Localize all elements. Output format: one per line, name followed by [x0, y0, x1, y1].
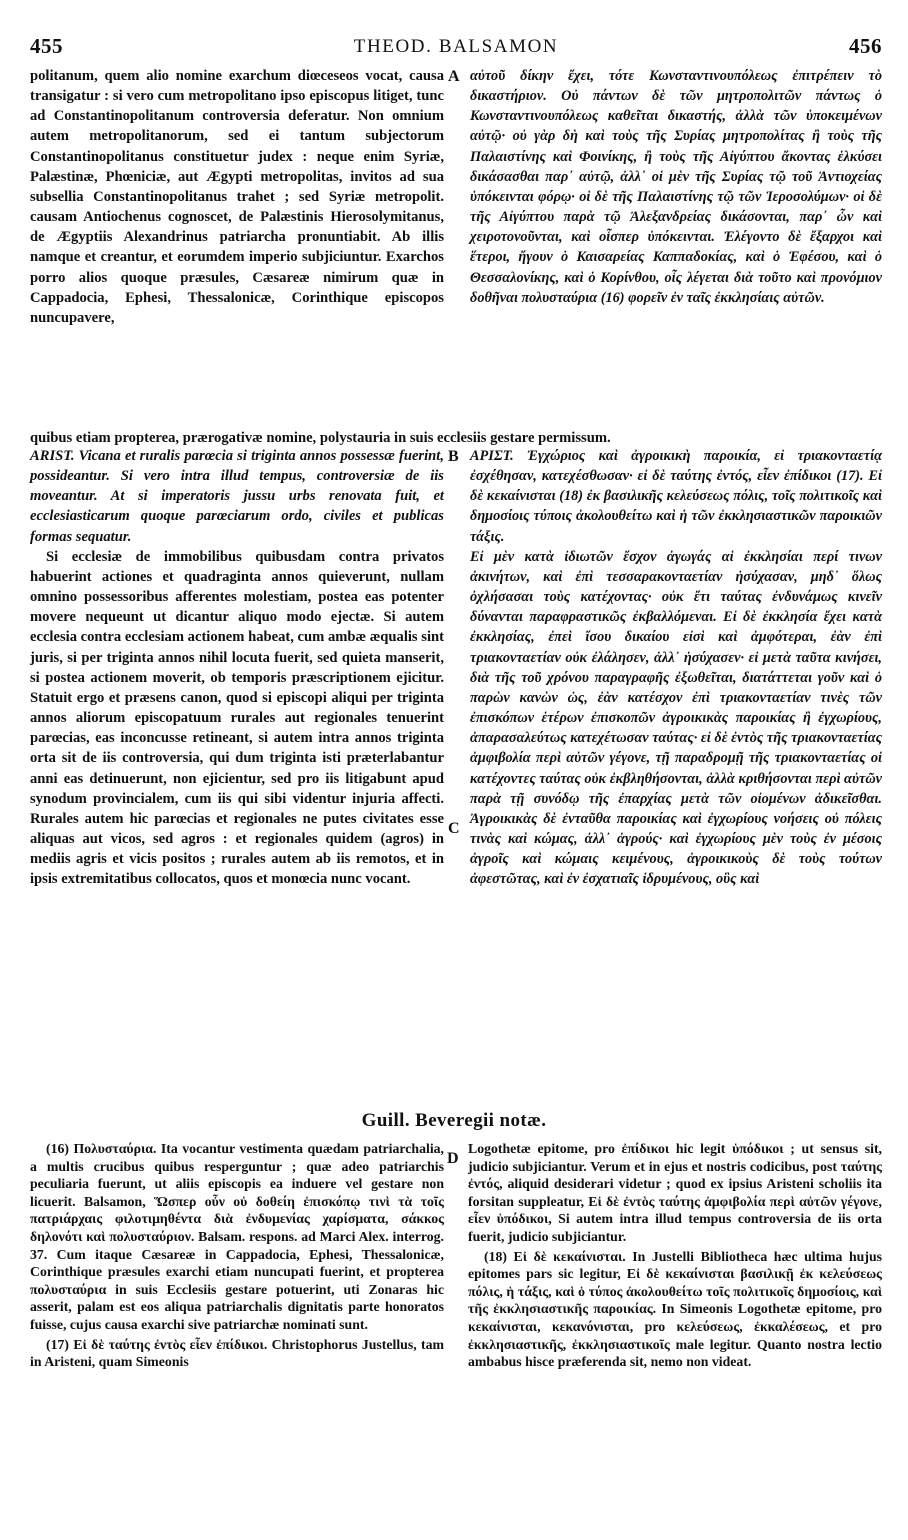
greek-column-section2 [470, 446, 882, 889]
latin-paragraph: politanum, quem alio nomine exarchum diœceseos vocat, causa transigatur : si vero cum metropolitano ipso episcopus litiget, tunc ad Constantinopolitanum controversia deferatur. Non omnium autem metropolitanorum, sed ei tantum subjectorum Constantinopolitanus constituetur judex : neque enim Syriæ, Palæstinæ, Phœniciæ, aut Ægypti metropolitas, invitos ad sua subsellia Constantinopolitanus trahet ; sed Syriæ metropolit. causam Antiochenus cognoscet, de Palæstinis Hierosolymitanus, de Ægyptiis Alexandrinus patriarcha pronuntiabit. Ab illis namque et creantur, et eorumdem imperio subjiciuntur. Exarchos porro alios quoque præsules, Cæsareæ nimirum quæ in Cappadocia, Ephesi, Thessalonicæ, Corinthique episcopos nuncupavere, [30, 68, 444, 326]
notes-column-left [30, 1140, 444, 1371]
page-header [30, 34, 882, 60]
page-number-right: 456 [849, 34, 882, 58]
greek-commentary: Εἰ μὲν κατὰ ἰδιωτῶν ἔσχον ἀγωγάς αἱ ἐκκλησίαι περί τινων ἀκινήτων, καὶ ἐπὶ τεσσαρακονταετίαν ἡσύχασαν, μηδ᾿ ὅλως ὀχλήσασαι τοὺς κατέχοντας· οὐκ ἔτι ταύτας ἐνδυνάμως κινεῖν δύνανται παραφραστικῶς ἐκβαλλόμεναι. Εἰ δὲ ἐκκλησία ἔχει κατὰ ἐκκλησίας, ἐπεὶ ἴσου δικαίου εἰσὶ καὶ ἀμφότεραι, ἐὰν ἐπὶ τριακονταετίαν οὐκ ἐλάλησεν, ἀλλ᾿ ἡσύχασεν· εἰ μετὰ ταῦτα κινήσει, διὰ τῆς τοῦ χρόνου παραγραφῆς ἐξωθεῖται, διατάττεται γοῦν καὶ ὁ παρὼν κανὼν ὡς, ἐὰν κατέσχον ἐπὶ τριακονταετίαν τινὲς τῶν ἐπισκόπων ἑτέρων ἐπισκοπῶν ἀγροικικὰς παροικίας ἢ ἐγχωρίους, ἀπαρασαλεύτως κατεχέτωσαν ταύτας· εἰ δὲ ἐντὸς τῆς τριακονταετίας ἀμφιβολία περὶ αὐτῶν γέγονε, τῇ παραδρομῇ τῆς τριακονταετίας οἱ κατέχοντες ταύτας οὐκ ἐκβληθήσονται, ἀλλὰ κριθήσονται περὶ αὐτῶν παρὰ τῇ συνόδῳ τῆς ἐπαρχίας μετὰ τῶν οἰομένων ἀδικεῖσθαι. Ἀγροικικὰς δὲ ἐνταῦθα παροικίας καὶ ἐγχωρίους νοήσεις οὐ πόλεις τινὰς καὶ κώμας, ἀλλ᾿ ἀγρούς· καὶ ἐγχωρίους μὲν τοὺς ἐν μέσοις ἀγροῖς καὶ κώμαις κειμένους, ἀγροικικοὺς δὲ τοὺς τούτων ἀφεστῶτας, καὶ ἐν ἐσχατιαῖς ἱδρυμένους, οὓς καὶ [470, 548, 882, 888]
running-title: THEOD. BALSAMON [353, 36, 559, 57]
note-16: (16) Πολυσταύρια. Ita vocantur vestimenta quædam patriarchalia, a multis crucibus quibus resperguntur ; quæ adeo patriarchis peculiaria fuerunt, ut aliis episcopis ea induere vel gestare non licuerit. Balsamon, Ὥσπερ οὖν οὐ δοθείη ἐπισκόπῳ τινὶ τὰ τοῖς πατριάρχαις φιλοτιμηθέντα διὰ ἐνδυμενίας χαρίσματα, σάκκος δηλονότι καὶ πολυσταύριον. Balsam. respons. ad Marci Alex. interrog. 37. Cum itaque Cæsareæ in Cappadocia, Ephesi, Thessalonicæ, Corinthique præsules exarchi etiam nuncupati fuerint, et propterea πολυσταύρια in suis Ecclesiis gestare potuerint, uti Zonaras hic asserit, palam est eos aliqua patriarchalis dignitatis parte honoratos fuisse, cujus causa exarchi sive patriarchæ nominati sunt. [30, 1141, 444, 1332]
greek-column-section1 [470, 66, 882, 308]
latin-commentary: Si ecclesiæ de immobilibus quibusdam contra privatos habuerint actiones et quadraginta annos quieverunt, nullam omnino possessoribus afferentes molestiam, postea eas potenter movere nequeunt ut dicantur aliquo modo ejectæ. Si autem ecclesia contra ecclesiam actionem habeat, cum ambæ æqualis sint juris, si per triginta annos nihil locuta fuerit, sed quieta manserit, si postea actionem moverit, ob temporis præscriptionem ejicitur. Statuit ergo et præsens canon, quod si episcopi aliqui per triginta annos aliorum episcopatuum rurales aut regionales tenuerint parœcias, eas inconcusse retineant, si autem intra annos triginta orta sit de iis controversia, qui dum triginta isti præterlabantur anni eas detinuerunt, non ejicientur, sed pro iis litigabunt apud synodum provincialem, cum iis qui sibi videntur injuria affecti. Rurales autem hic parœcias et regionales ne putes civitates esse aliquas aut vicos, sed agros : et regionales quidem (agros) in mediis agris et vicis positos ; rurales autem ab iis remotos, et in ipsis extremitatibus collocatos, quos et monœcia nunc vocant. [30, 548, 444, 888]
latin-column-section2 [30, 446, 444, 889]
section-marker-b: B [448, 448, 459, 465]
section-marker-c: C [448, 820, 460, 837]
notes-heading: Guill. Beveregii notæ. [361, 1110, 547, 1131]
note-18: (18) Εἰ δὲ κεκαίνισται. In Justelli Bibliotheca hæc ultima hujus epitomes pars sic legitur, Εἰ δὲ κεκαίνισται βασιλικῇ ἐκ κελεύσεως πόλις, ἡ τάξις, καὶ ὁ τύπος ἀκολουθείτω τοῖς πολιτικοῖς δημοσίοις, καὶ τῆς ἐκκλησιαστικῆς παροικίας. In Simeonis Logothetæ epitome, pro κεκαίνισται, κεκανόνισται, pro κελεύσεως, ἐκκαλέσεως, et pro ἐκκλησιαστικῆς, ἐκκλησιαστικοῖς male legitur. Quanto nostra lectio ambabus hisce præferenda sit, nemo non videat. [468, 1248, 882, 1370]
latin-arist-summary: ARIST. Vicana et ruralis parœcia si triginta annos possessæ fuerint, possideantur. Si vero intra illud tempus, controversiæ de iis moveantur. At si imperatoris jussu urbs renovata fuit, et ecclesiasticarum quoque parœciarum ordo, civiles et publicas formas sequatur. [30, 448, 444, 545]
notes-column-right [468, 1140, 882, 1371]
greek-paragraph: αὐτοῦ δίκην ἔχει, τότε Κωνσταντινουπόλεως ἐπιτρέπειν τὸ δικαστήριον. Οὐ πάντων δὲ τῶν μητροπολιτῶν πάντως ὁ Κωνσταντινουπόλεως καθεῖται δικαστής, ἀλλὰ τῶν ὑποκειμένων αὐτῷ· οὐ γὰρ δὴ καὶ τοὺς τῆς Συρίας μητροπολίτας ἢ τοὺς τῆς Παλαιστίνης καὶ Φοινίκης, ἢ τοὺς τῆς Αἰγύπτου ἄκοντας ἑλκύσει δικάσασθαι παρ᾿ αὐτῷ, ἀλλ᾿ οἱ μὲν τῆς Συρίας τῷ τοῦ Ἀντιοχείας ὑπόκεινται φόρῳ· οἱ δὲ τῆς Παλαιστίνης τῷ τῶν Ἱεροσολύμων· οἱ δὲ τῆς Αἰγύπτου παρὰ τῷ Ἀλεξανδρείας δικάσονται, παρ᾿ ὧν καὶ χειροτονοῦνται, καὶ οἷσπερ ὑπόκεινται. Ἐλέγοντο δὲ ἔξαρχοι καὶ ἕτεροι, ἤγουν ὁ Καισαρείας Καππαδοκίας, καὶ ὁ Ἐφέσου, καὶ ὁ Θεσσαλονίκης, καὶ ὁ Κορίνθου, οἷς λέγεται διὰ τοῦτο καὶ προνόμιον δοθῆναι πολυσταύρια (16) φορεῖν ἐν ταῖς ἐκκλησίαις αὐτῶν. [470, 68, 882, 306]
spanning-line: quibus etiam propterea, prærogativæ nomine, polystauria in suis ecclesiis gestare permissum. [30, 430, 611, 446]
section-marker-d: D [447, 1150, 459, 1167]
greek-arist-summary: ΑΡΙΣΤ. Ἐγχώριος καὶ ἀγροικικὴ παροικία, εἰ τριακονταετίᾳ ἐσχέθησαν, κατεχέσθωσαν· εἰ δὲ ταύτης ἐντός, εἶεν ἐπίδικοι (17). Εἰ δὲ κεκαίνισται (18) ἐκ βασιλικῆς κελεύσεως πόλις, τοῖς πολιτικοῖς καὶ δημοσίοις τύποις ἀκολουθείτω καὶ ἡ τῶν ἐκκλησιαστικῶν παροικιῶν τάξις. [470, 448, 882, 545]
latin-column-section1 [30, 66, 444, 328]
section-marker-a: A [448, 68, 460, 85]
page-number-left: 455 [30, 34, 63, 58]
note-17-continued: Logothetæ epitome, pro ἐπίδικοι hic legit ὑπόδικοι ; ut sensus sit, judicio subjiciantur. Verum et in ejus et nostris codicibus, post ταύτης ἐντός, aliquid desiderari videtur ; quod ex ipsius Aristeni scholiis ita forsitan suppleatur, Εἰ δὲ ἐντὸς ταύτης ἀμφιβολία περὶ αὐτῶν γέγονε, εἶεν ὑπόδικοι, Si autem intra illud tempus controversia de iis orta fuerit, judicio subjiciantur. [468, 1141, 882, 1244]
note-17: (17) Εἰ δὲ ταύτης ἐντὸς εἶεν ἐπίδικοι. Christophorus Justellus, tam in Aristeni, quam Simeonis [30, 1336, 444, 1370]
